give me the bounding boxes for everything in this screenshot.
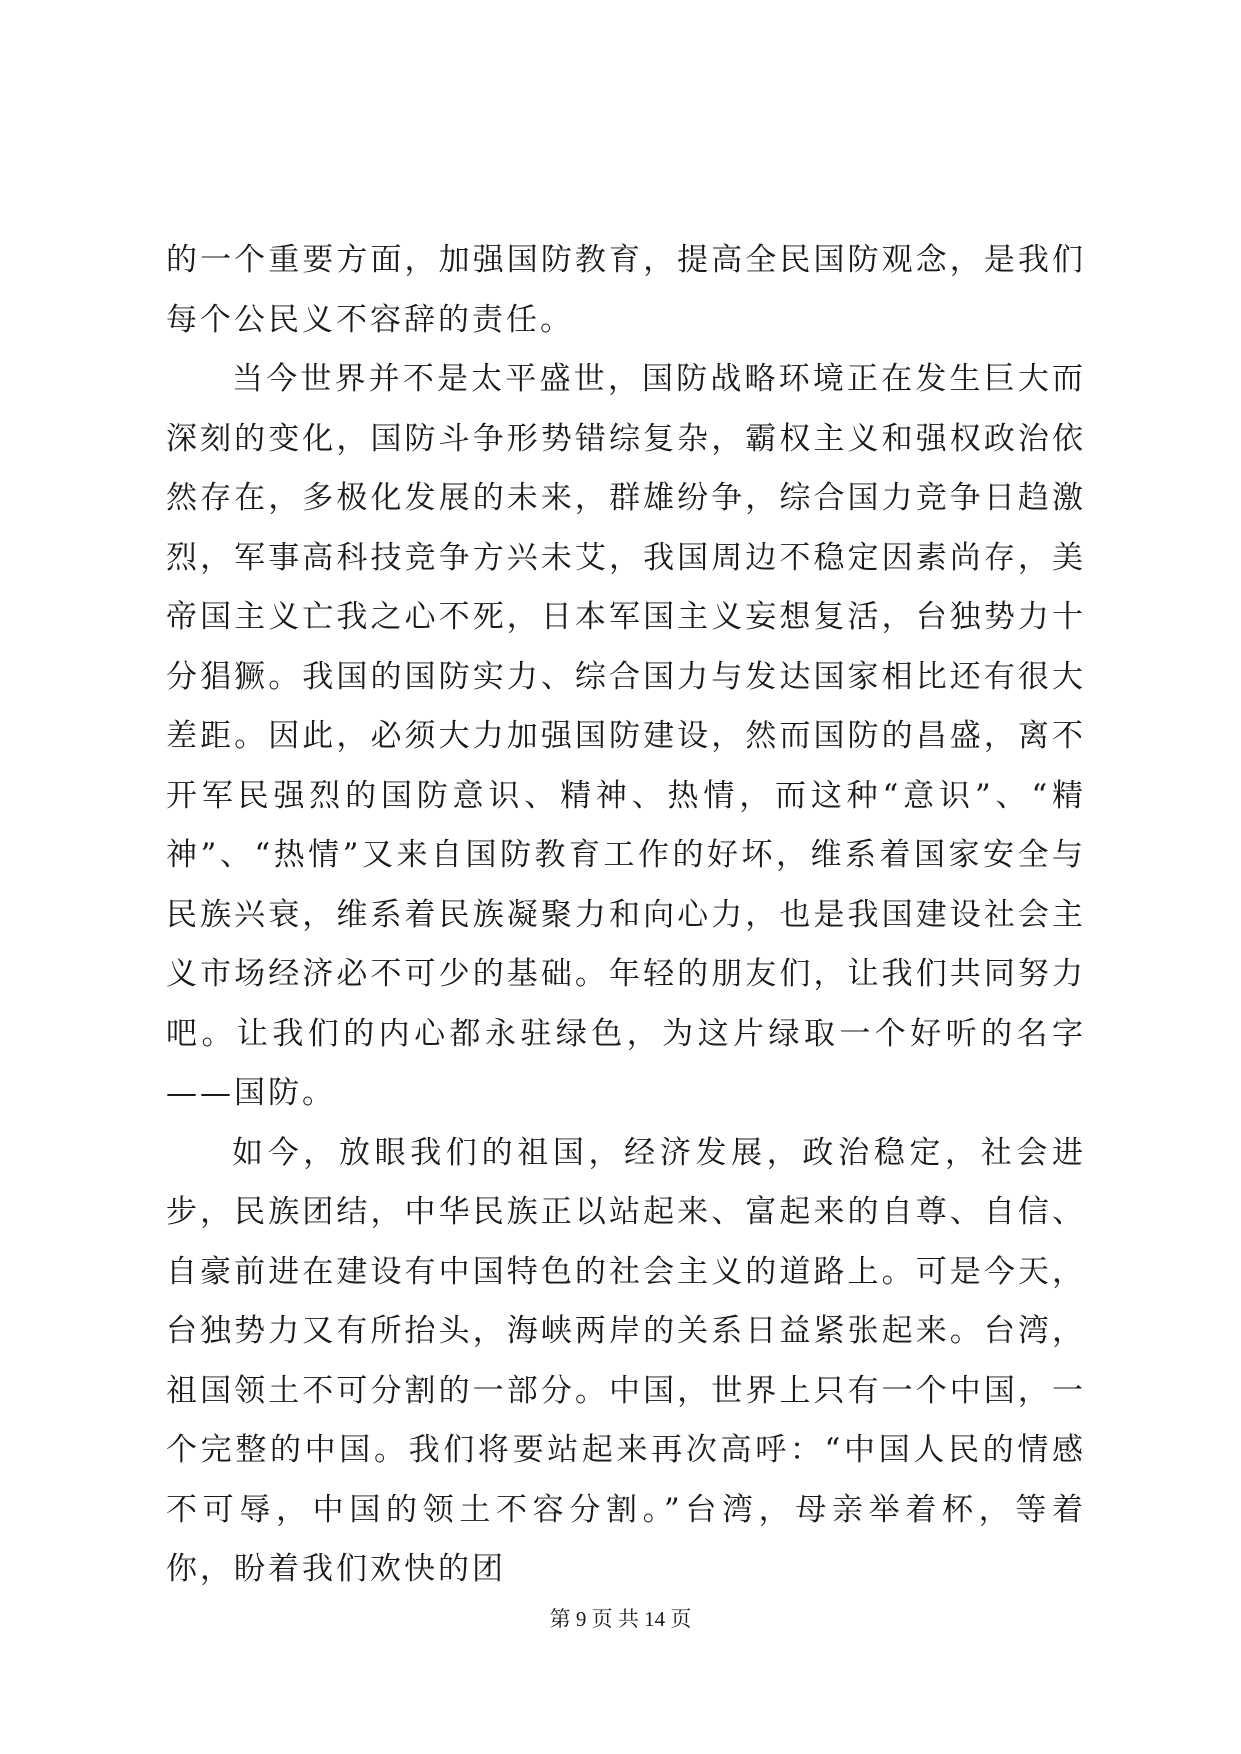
paragraph-1: 的一个重要方面，加强国防教育，提高全民国防观念，是我们每个公民义不容辞的责任。 — [166, 242, 1086, 338]
paragraph-2: 当今世界并不是太平盛世，国防战略环境正在发生巨大而深刻的变化，国防斗争形势错综复杂，霸权主义和强权政治依然存在，多极化发展的未来，群雄纷争，综合国力竞争日趋激烈，军事高科技竞争方兴未艾，我国周边不稳定因素尚存，美帝国主义亡我之心不死，日本军国主义妄想复活，台独势力十分猖獗。我国的国防实力、综合国力与发达国家相比还有很大差距。因此，必须大力加强国防建设，然而国防的昌盛，离不开军民强烈的国防意识、精神、热情，而这种“意识”、“精神”、“热情”又来自国防教育工作的好坏，维系着国家安全与民族兴衰，维系着民族凝聚力和向心力，也是我国建设社会主义市场经济必不可少的基础。年轻的朋友们，让我们共同努力吧。让我们的内心都永驻绿色，为这片绿取一个好听的名字——国防。 — [166, 361, 1086, 1111]
document-body — [166, 231, 1086, 1600]
paragraph-3: 如今，放眼我们的祖国，经济发展，政治稳定，社会进步，民族团结，中华民族正以站起来、富起来的自尊、自信、自豪前进在建设有中国特色的社会主义的道路上。可是今天，台独势力又有所抬头，海峡两岸的关系日益紧张起来。台湾，祖国领土不可分割的一部分。中国，世界上只有一个中国，一个完整的中国。我们将要站起来再次高呼：“中国人民的情感不可辱，中国的领土不容分割。”台湾，母亲举着杯，等着你，盼着我们欢快的团 — [166, 1134, 1086, 1587]
page-number-footer: 第 9 页 共 14 页 — [549, 1607, 692, 1631]
